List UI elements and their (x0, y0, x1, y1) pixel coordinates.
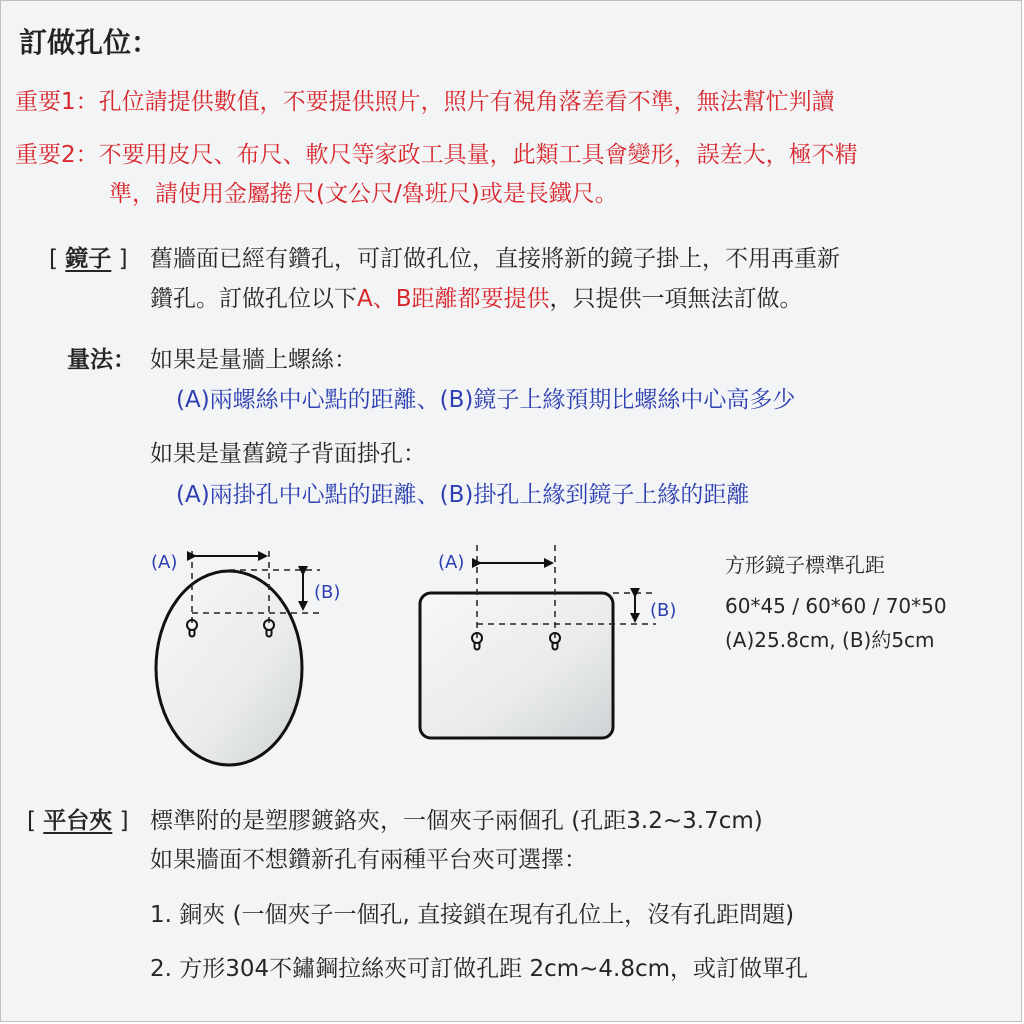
important-note-2 (15, 140, 858, 170)
clip-description-line-1: 標準附的是塑膠鍍鉻夾，一個夾子兩個孔 (孔距3.2~3.7cm) (150, 808, 763, 834)
page-title: 訂做孔位： (19, 26, 160, 59)
clip-section-label (27, 806, 129, 836)
important-1-text: 孔位請提供數值，不要提供照片，照片有視角落差看不準，無法幫忙判讀 (98, 89, 835, 115)
clip-label: 平台夾 (43, 808, 113, 834)
oval-label-b: (B) (314, 582, 341, 603)
measure-case-2: 如果是量舊鏡子背面掛孔： (150, 441, 426, 467)
standard-hole-values: (A)25.8cm, (B)約5cm (725, 628, 935, 652)
clip-option-1: 1. 銅夾 (一個夾子一個孔, 直接鎖在現有孔位上，沒有孔距問題) (150, 902, 795, 928)
clip-bracket-open: [ (27, 808, 36, 834)
mirror-bracket-open: [ (49, 246, 58, 272)
important-1-prefix: 重要1： (15, 89, 99, 115)
oval-mirror (156, 571, 302, 765)
mirror-line-2-suffix: ，只提供一項無法訂做。 (549, 286, 803, 312)
measure-label: 量法： (67, 347, 136, 373)
mirror-label: 鏡子 (65, 246, 112, 272)
measure-case-1: 如果是量牆上螺絲： (150, 347, 357, 373)
standard-sizes: 60*45 / 60*60 / 70*50 (725, 594, 947, 618)
important-note-2-continuation: 準，請使用金屬捲尺(文公尺/魯班尺)或是長鐵尺。 (109, 181, 618, 207)
clip-option-2: 2. 方形304不鏽鋼拉絲夾可訂做孔距 2cm~4.8cm，或訂做單孔 (150, 956, 809, 982)
mirror-bracket-close: ] (118, 246, 128, 272)
mirror-section-label (49, 244, 128, 274)
rectangular-mirror (420, 593, 613, 738)
mirror-line-2-prefix: 鑽孔。訂做孔位以下 (150, 286, 357, 312)
clip-description-line-2: 如果牆面不想鑽新孔有兩種平台夾可選擇： (150, 847, 587, 873)
important-2-prefix: 重要2： (15, 142, 99, 168)
mirror-description-line-1: 舊牆面已經有鑽孔，可訂做孔位，直接將新的鏡子掛上，不用再重新 (150, 246, 840, 272)
measure-case-2-detail: (A)兩掛孔中心點的距離、(B)掛孔上緣到鏡子上緣的距離 (176, 482, 750, 508)
standard-hole-title: 方形鏡子標準孔距 (725, 553, 885, 577)
mirror-line-2-highlight: A、B距離都要提供 (357, 286, 550, 312)
measure-case-1-detail: (A)兩螺絲中心點的距離、(B)鏡子上緣預期比螺絲中心高多少 (176, 387, 796, 413)
rect-label-a: (A) (438, 552, 465, 573)
mirror-description-line-2 (150, 284, 803, 314)
oval-label-a: (A) (151, 552, 178, 573)
clip-bracket-close: ] (119, 808, 129, 834)
important-2-line-1: 不要用皮尺、布尺、軟尺等家政工具量，此類工具會變形，誤差大，極不精 (98, 142, 858, 168)
rect-label-b: (B) (650, 600, 677, 621)
important-note-1 (15, 87, 835, 117)
